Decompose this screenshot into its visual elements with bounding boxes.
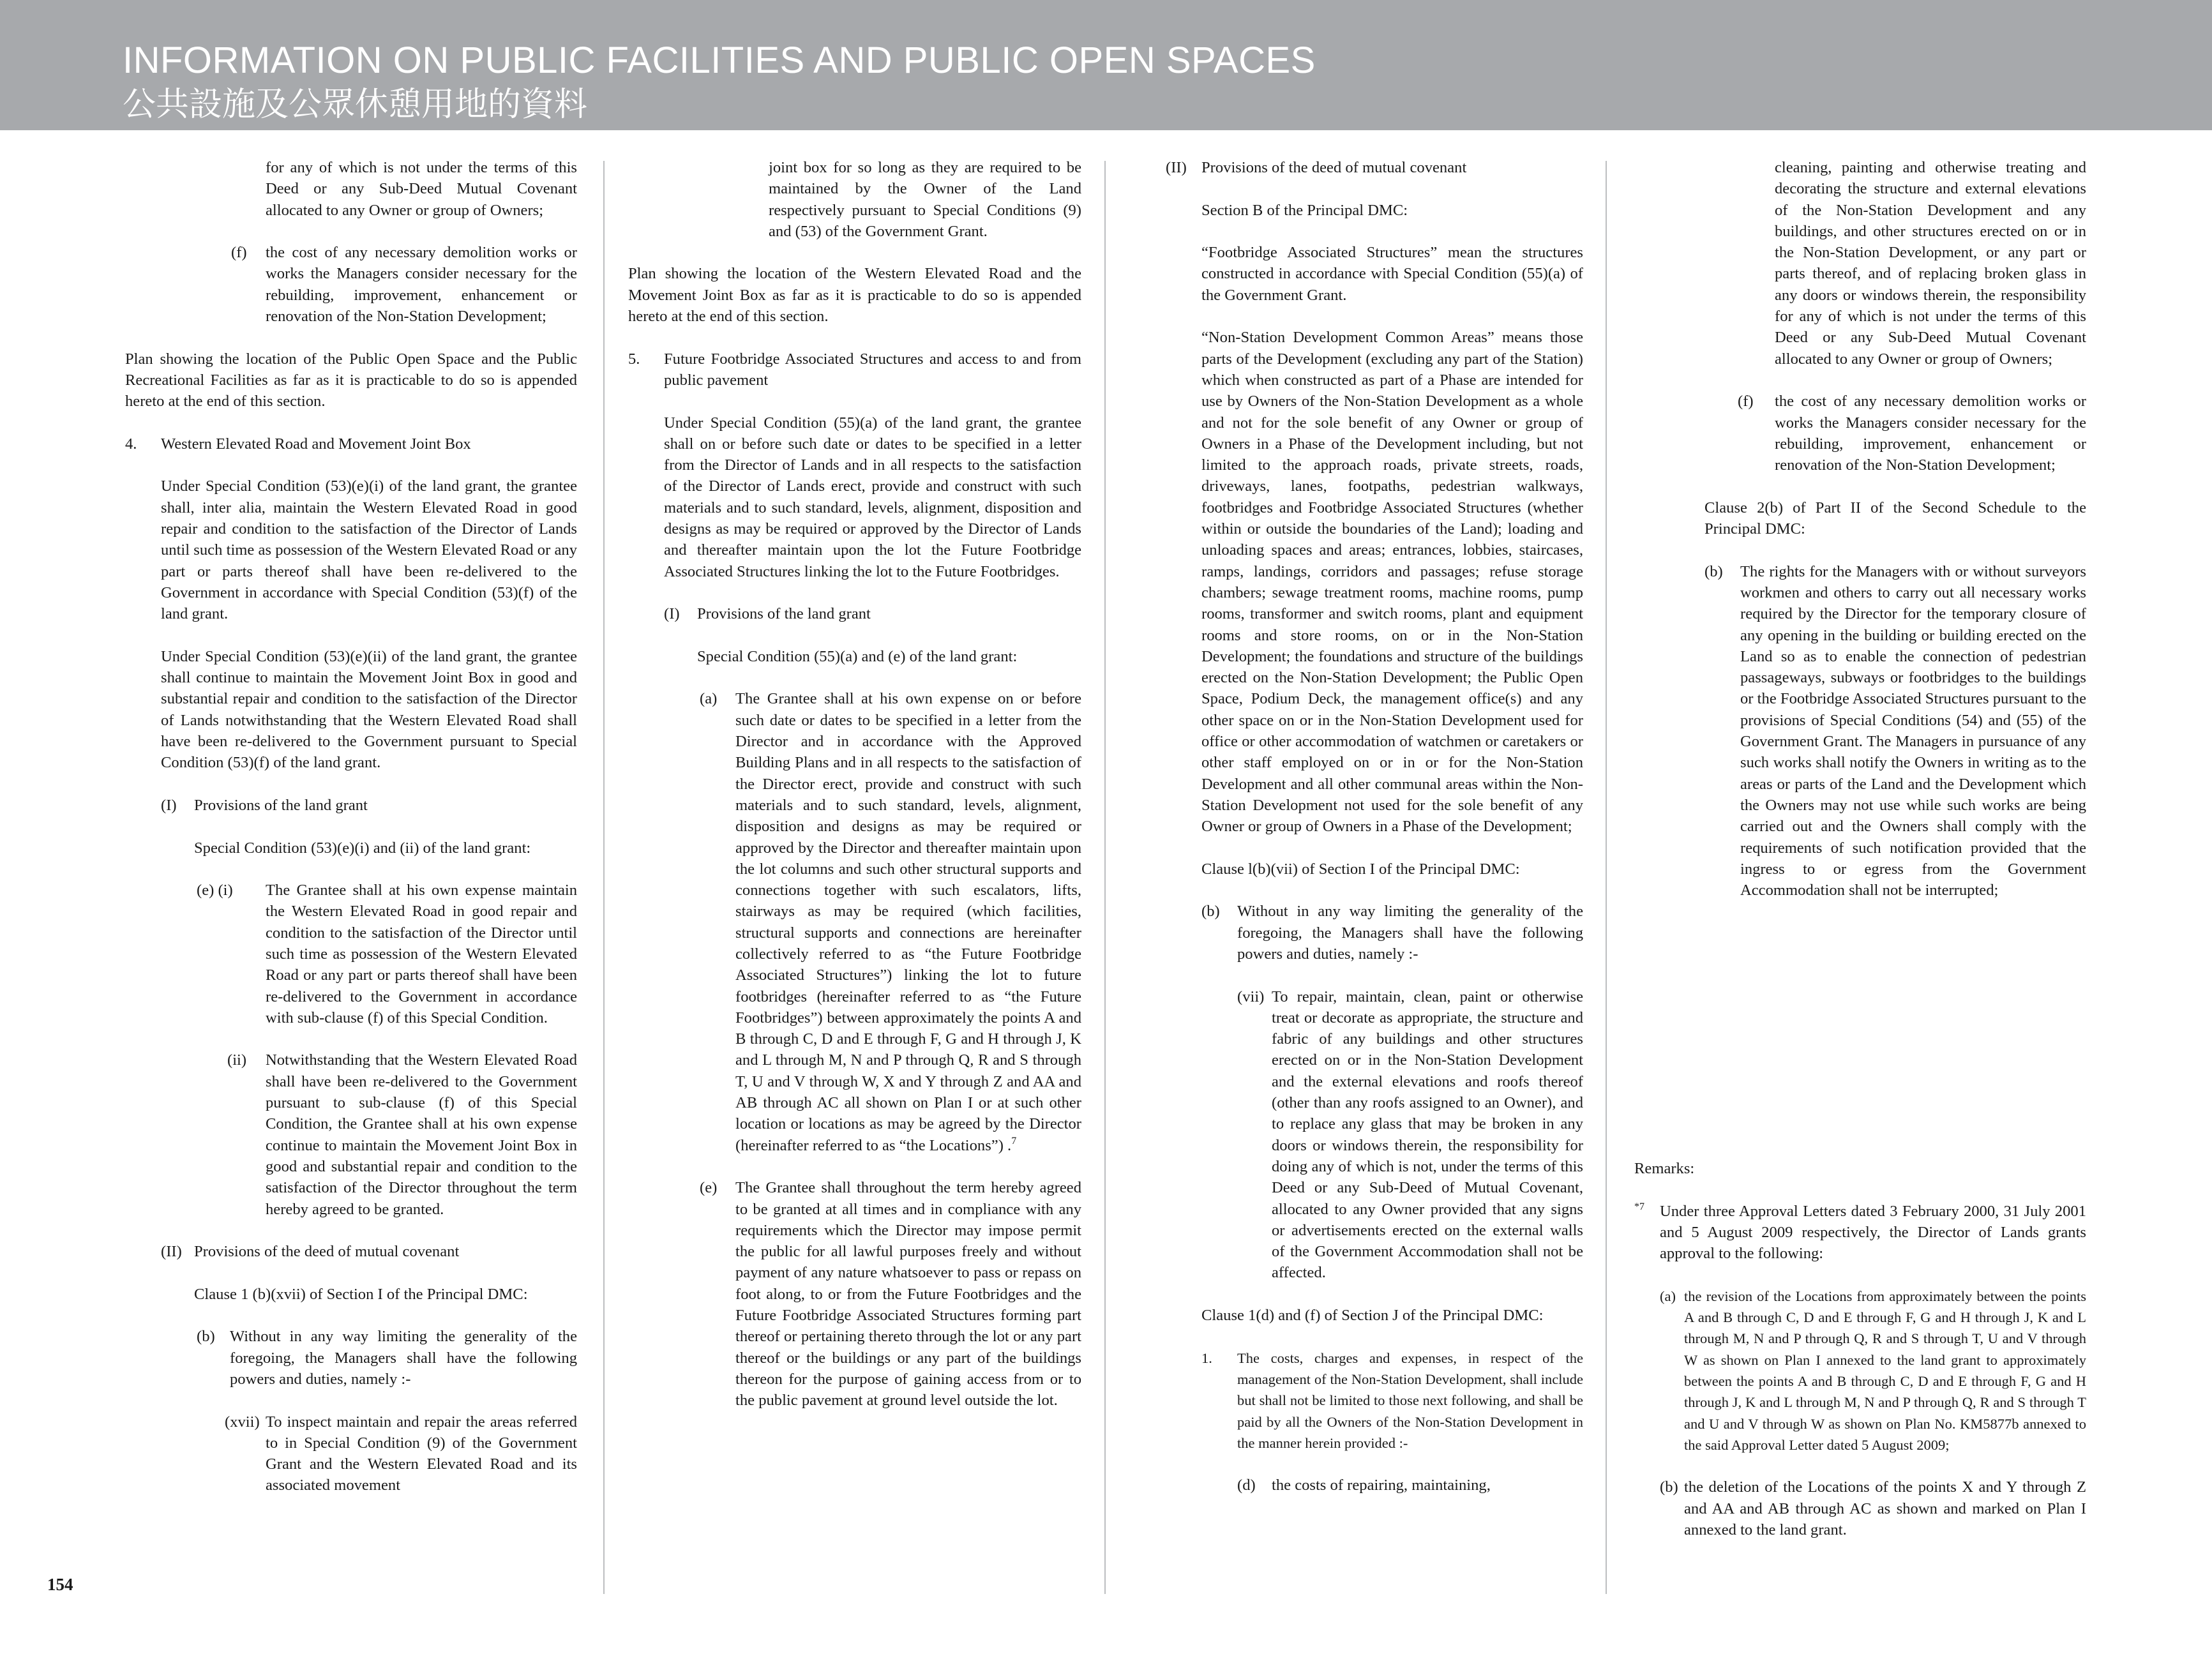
list-text: The Grantee shall at his own expense maintain the Western Elevated Road in good repair and condition to the satisfaction of the Director until such time as possession of the Western Elevated Road or any part or parts thereof shall have been re-delivered to the Government in accordance with sub-clause (f) of this Special Condition. <box>266 882 577 1026</box>
footnote-item <box>1660 1477 2086 1540</box>
list-label: (b) <box>1660 1478 1678 1496</box>
list-text <box>735 688 1081 1156</box>
list-item <box>1201 1348 1583 1454</box>
paragraph: Special Condition (53)(e)(i) and (ii) of the land grant: <box>194 839 531 857</box>
list-item <box>231 242 577 327</box>
page-number: 154 <box>47 1575 73 1594</box>
list-item <box>225 1411 577 1496</box>
text-column-4 <box>1634 157 2086 922</box>
list-item <box>700 1177 1081 1411</box>
list-item <box>1237 986 1583 1284</box>
footnote-text: Under three Approval Letters dated 3 February 2000, 31 July 2001 and 5 August 2009 respectively, the Director of Lands grants approval to the following: <box>1660 1202 2086 1263</box>
paragraph: Clause 2(b) of Part II of the Second Schedule to the Principal DMC: <box>1704 499 2086 538</box>
section-title: Future Footbridge Associated Structures and access to and from public pavement <box>664 350 1081 389</box>
list-item <box>1237 1475 1583 1496</box>
subheading-title: Provisions of the deed of mutual covenant <box>1201 159 1467 176</box>
list-label: (e) <box>700 1179 718 1197</box>
paragraph: Section B of the Principal DMC: <box>1201 201 1408 219</box>
text-column-3 <box>1166 157 1583 1496</box>
paragraph: Plan showing the location of the Western Elevated Road and the Movement Joint Box as far as it is practicable to do so is appended hereto at the end of this section. <box>628 265 1081 326</box>
paragraph: Under Special Condition (53)(e)(i) of the land grant, the grantee shall, inter alia, maintain the Western Elevated Road in good repair and condition to the satisfaction of the Director of Lands until such time as possession of the Western Elevated Road or any part or parts thereof shall have been re-delivered to the Government in accordance with Special Condition (53)(f) of the land grant. <box>161 477 577 623</box>
subheading <box>161 1241 577 1262</box>
list-label: (ii) <box>227 1051 247 1069</box>
paragraph: for any of which is not under the terms of this Deed or any Sub-Deed Mutual Covenant allocated to any Owner or group of Owners; <box>266 159 577 219</box>
remarks-block <box>1634 1158 2086 1540</box>
header-banner <box>0 0 2212 130</box>
list-text-body: The Grantee shall at his own expense on or before such date or dates to be specified in a letter from the Director and in accordance with the Approved Building Plans and in all respects to the satisfaction of the Director erect, provide and construct with such materials and to such standard, levels, alignment, disposition and designs as may be required or approved by the Director and thereafter maintain upon the lot columns and such other structural supports and connections together with such escalators, lifts, stairways as may be required (which facilities, structural supports and connections are hereinafter collectively referred to as “the Future Footbridge Associated Structures”) linking the lot to future footbridges (hereinafter referred to as “the Future Footbridges”) between approximately the points A and B through C, D and E through F, G and H through J, K and L through M, N and P through Q, R and S through T, U and V through W, X and Y through Z and AA and AB through AC all shown on Plan I or at such other location or locations as may be agreed by the Director (hereinafter referred to as “the Locations”) . <box>735 690 1081 1154</box>
paragraph: Clause l(b)(vii) of Section I of the Principal DMC: <box>1201 860 1520 878</box>
list-item <box>197 880 577 1028</box>
list-item <box>227 1049 577 1219</box>
list-label: (b) <box>1704 562 1723 580</box>
page-title-chinese: 公共設施及公眾休憩用地的資料 <box>123 86 588 124</box>
remarks-heading: Remarks: <box>1634 1160 1695 1177</box>
footnote-marker <box>1634 1201 1660 1265</box>
list-item <box>700 688 1081 1156</box>
list-label: (a) <box>1660 1288 1676 1304</box>
subheading-title: Provisions of the land grant <box>194 796 368 814</box>
text-column-1 <box>125 157 577 1496</box>
list-item <box>1201 901 1583 965</box>
paragraph: joint box for so long as they are required to be maintained by the Owner of the Land respectively pursuant to Special Conditions (9) and (53) of the Government Grant. <box>769 159 1081 240</box>
text-column-2 <box>628 157 1081 1411</box>
section-heading <box>125 433 577 455</box>
list-item <box>1738 391 2086 476</box>
list-text: Notwithstanding that the Western Elevated Road shall have been re-delivered to the Government pursuant to sub-clause (f) of this Special Condition, the Grantee shall at his own expense continue to maintain the Movement Joint Box in good and substantial repair and condition to the satisfaction of the Director throughout the term hereby agreed to be granted. <box>266 1051 577 1218</box>
list-text: To repair, maintain, clean, paint or otherwise treat or decorate as appropriate, the structure and fabric of any buildings and other structures erected on or in the Non-Station Development and the external elevations and roofs thereof (other than any roofs assigned to an Owner), and to replace any glass that may be broken in any doors or windows therein, the responsibility for doing any of which is not, under the terms of this Deed or any Sub-Deed of Mutual Covenant, allocated to any Owner provided that any signs or advertisements erected on the external walls of the Government Accommodation shall not be affected. <box>1272 988 1583 1282</box>
subheading-title: Provisions of the land grant <box>697 605 871 623</box>
subheading <box>161 795 577 816</box>
list-label: (f) <box>1738 393 1754 410</box>
list-text: The costs, charges and expenses, in respect of the management of the Non-Station Development, shall include but shall not be limited to those next following, and shall be paid by all the Owners of the Non-Station Development in the manner herein provided :- <box>1237 1350 1583 1451</box>
list-text: Without in any way limiting the generality of the foregoing, the Managers shall have the following powers and duties, namely :- <box>230 1328 577 1388</box>
list-text: the deletion of the Locations of the points X and Y through Z and AA and AB through AC as shown and marked on Plan I annexed to the land grant. <box>1684 1478 2086 1539</box>
footnote-reference: 7 <box>1011 1135 1017 1147</box>
section-title: Western Elevated Road and Movement Joint Box <box>161 435 471 453</box>
list-label: (b) <box>1201 903 1220 921</box>
section-number: 5. <box>628 350 640 368</box>
list-label: 1. <box>1201 1350 1212 1366</box>
list-item <box>197 1326 577 1390</box>
list-label: (d) <box>1237 1477 1256 1494</box>
subheading-title: Provisions of the deed of mutual covenant <box>194 1243 460 1261</box>
list-text: the revision of the Locations from approximately between the points A and B through C, D and E through F, G and H through J, K and L through M, N and P through Q, R and S through T, U and V through W as shown on Plan I annexed to the land grant to approximately between the points A and B through C, D and E through F, G and H through J, K and L through M, N and P through Q, R and S through T and U and V through W as shown on Plan No. KM5877b annexed to the said Approval Letter dated 5 August 2009; <box>1684 1288 2086 1453</box>
list-text: To inspect maintain and repair the areas referred to in Special Condition (9) of the Government Grant and the Western Elevated Road and its associated movement <box>266 1413 577 1494</box>
subheading <box>664 603 1081 624</box>
list-label: (f) <box>231 244 247 262</box>
list-item <box>1704 561 2086 901</box>
paragraph: cleaning, painting and otherwise treating and decorating the structure and external elevations of the Non-Station Development and any buildings, and other structures erected on or in the Non-Station Development, or any part or parts thereof, and of replacing broken glass in any doors or windows therein, the responsibility for any of which is not under the terms of this Deed or any Sub-Deed Mutual Covenant allocated to any Owner or group of Owners; <box>1775 159 2086 368</box>
column-divider <box>1606 161 1607 1594</box>
footnote-marker-text: *7 <box>1634 1201 1644 1212</box>
subheading <box>1166 157 1583 178</box>
section-number: 4. <box>125 435 137 453</box>
paragraph: Clause 1 (b)(xvii) of Section I of the Principal DMC: <box>194 1285 528 1303</box>
list-label: (a) <box>700 690 718 708</box>
footnote <box>1634 1201 2086 1265</box>
column-divider <box>1104 161 1106 1594</box>
list-text: Without in any way limiting the generality of the foregoing, the Managers shall have the following powers and duties, namely :- <box>1237 903 1583 963</box>
list-text: the cost of any necessary demolition works or works the Managers consider necessary for the rebuilding, improvement, enhancement or renovation of the Non-Station Development; <box>1775 393 2086 474</box>
paragraph: Under Special Condition (53)(e)(ii) of the land grant, the grantee shall continue to maintain the Movement Joint Box in good and substantial repair and condition to the satisfaction of the Director of Lands notwithstanding that the Western Elevated Road shall have been re-delivered to the Government pursuant to Special Condition (53)(f) of the land grant. <box>161 647 577 772</box>
subheading-label: (I) <box>664 605 680 623</box>
list-label: (xvii) <box>225 1413 260 1431</box>
page-title-english: INFORMATION ON PUBLIC FACILITIES AND PUBLIC OPEN SPACES <box>123 40 1316 81</box>
column-divider <box>603 161 605 1594</box>
definition: “Non-Station Development Common Areas” means those parts of the Development (excluding any part of the Station) which when constructed as part of a Phase are intended for use by Owners of the Non-Station Development as a whole and not for the sole benefit of any Owner or group of Owners in a Phase of the Development including, but not limited to the approach roads, private streets, roads, driveways, lanes, footpaths, pedestrian walkways, footbridges and Footbridge Associated Structures (whether within or outside the boundaries of the Land); loading and unloading spaces and areas; entrances, lobbies, staircases, ramps, landings, corridors and passages; refuse storage chambers; sewage treatment rooms, machine rooms, pump rooms, transformer and switch rooms, plant and equipment rooms and store rooms, on or in the Non-Station Development; the foundations and structure of the buildings erected on the Non-Station Development; the Public Open Space, Podium Deck, the management office(s) and any other space on or in the Non-Station Development used for office or other accommodation of watchmen or caretakers or other staff employed on or in or for the Non-Station Development and all other communal areas within the Non-Station Development not used for the sole benefit of any Owner or group of Owners in a Phase of the Development; <box>1201 329 1583 836</box>
paragraph: Clause 1(d) and (f) of Section J of the Principal DMC: <box>1201 1307 1544 1325</box>
paragraph: Plan showing the location of the Public Open Space and the Public Recreational Facilities as far as it is practicable to do so is appended hereto at the end of this section. <box>125 350 577 410</box>
list-label: (vii) <box>1237 988 1265 1005</box>
list-text: the costs of repairing, maintaining, <box>1272 1477 1491 1494</box>
definition: “Footbridge Associated Structures” mean the structures constructed in accordance with Special Condition (55)(a) of the Government Grant. <box>1201 244 1583 304</box>
subheading-label: (II) <box>161 1243 182 1261</box>
list-text: the cost of any necessary demolition works or works the Managers consider necessary for the rebuilding, improvement, enhancement or renovation of the Non-Station Development; <box>266 244 577 326</box>
subheading-label: (II) <box>1166 159 1187 176</box>
paragraph: Under Special Condition (55)(a) of the land grant, the grantee shall on or before such date or dates to be specified in a letter from the Director of Lands and in all respects to the satisfaction of the Director of Lands erect, provide and construct with such materials and to such standard, levels, alignment, disposition and designs as may be required or approved by the Director of Lands and thereafter maintain upon the lot the Future Footbridge Associated Structures linking the lot to the Future Footbridges. <box>664 414 1081 580</box>
list-text: The Grantee shall throughout the term hereby agreed to be granted at all times and in compliance with any requirements which the Director may impose permit the public for all lawful purposes freely and without payment of any nature whatsoever to pass or repass on foot along, to or from the Future Footbridges and the Future Footbridge Associated Structures forming part thereof or pertaining thereto through the lot or any part thereof or the buildings or any part of the buildings thereon for the purpose of gaining access from or to the public pavement at ground level outside the lot. <box>735 1179 1081 1410</box>
footnote-item <box>1660 1286 2086 1455</box>
list-text: The rights for the Managers with or without surveyors workmen and others to carry out all necessary works required by the Director for the temporary closure of any opening in the building or building erected on the Land so as to enable the connection of pedestrian passageways, subways or footbridges to the buildings or the Footbridge Associated Structures pursuant to the provisions of Special Conditions (54) and (55) of the Government Grant. The Managers in pursuance of any such works shall notify the Owners in writing as to the areas or parts of the Land and the Development which the Owners may not use while such works are being carried out and the Owners shall comply with the requirements of such notification provided that the ingress to or egress from the Government Accommodation shall not be interrupted; <box>1740 562 2086 899</box>
section-heading <box>628 349 1081 391</box>
paragraph: Special Condition (55)(a) and (e) of the land grant: <box>697 647 1018 665</box>
subheading-label: (I) <box>161 796 177 814</box>
list-label: (b) <box>197 1328 215 1346</box>
list-label: (e) (i) <box>197 882 233 899</box>
